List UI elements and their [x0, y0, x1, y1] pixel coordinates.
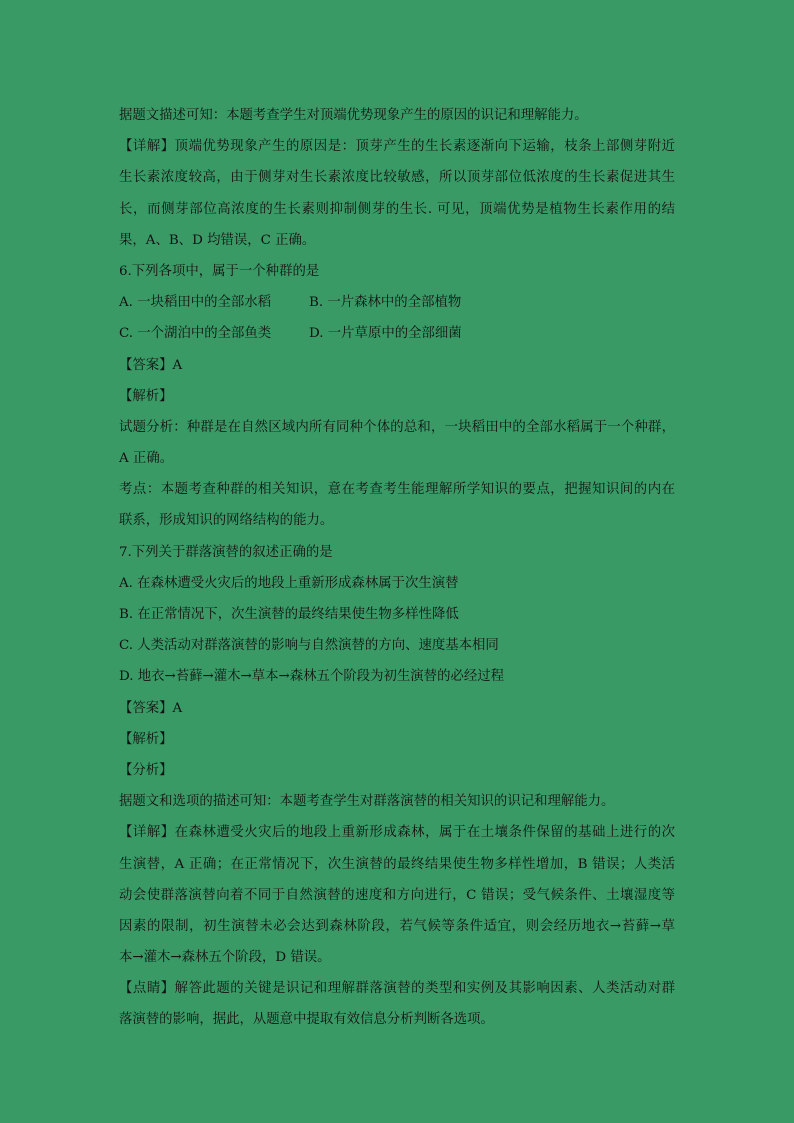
option-b: B. 在正常情况下，次生演替的最终结果使生物多样性降低	[119, 607, 459, 622]
text-line: 生演替，A 正确；在正常情况下，次生演替的最终结果使生物多样性增加，B 错误；人类活	[119, 856, 675, 872]
text-line: 据题文描述可知：本题考查学生对顶端优势现象产生的原因的识记和理解能力。	[119, 108, 588, 123]
text-line: 【详解】在森林遭受火灾后的地段上重新形成森林，属于在土壤条件保留的基础上进行的次	[119, 825, 675, 841]
text-line: 因素的限制，初生演替未必会达到森林阶段，若气候等条件适宜，则会经历地衣→苔藓→草	[119, 918, 675, 934]
question-6-options-row-1	[119, 287, 675, 318]
text-line: 联系，形成知识的网络结构的能力。	[119, 513, 334, 529]
text-line: 动会使群落演替向着不同于自然演替的速度和方向进行，C 错误；受气候条件、土壤湿度等	[119, 887, 675, 903]
option-a: A. 一块稻田中的全部水稻	[119, 295, 272, 311]
option-c: C. 人类活动对群落演替的影响与自然演替的方向、速度基本相同	[119, 638, 499, 654]
fenxi-label: 【分析】	[119, 762, 173, 778]
text-line: 试题分析：种群是在自然区域内所有同种个体的总和，一块稻田中的全部水稻属于一个种群，	[119, 419, 675, 435]
text-line: 据题文和选项的描述可知：本题考查学生对群落演替的相关知识的识记和理解能力。	[119, 794, 615, 810]
option-b: B. 一片森林中的全部植物	[309, 295, 462, 311]
analysis-label: 【解析】	[119, 388, 173, 404]
text-line: A 正确。	[119, 451, 174, 467]
question-6-options-row-2	[119, 318, 675, 349]
analysis-label: 【解析】	[119, 731, 173, 747]
text-line: 落演替的影响，据此，从题意中提取有效信息分析判断各选项。	[119, 1012, 494, 1028]
question-6-stem: 6.下列各项中，属于一个种群的是	[119, 263, 320, 279]
text-line: 果，A、B、D 均错误，C 正确。	[119, 232, 316, 248]
text-line: 本→灌木→森林五个阶段，D 错误。	[119, 950, 331, 966]
text-line: 【详解】顶端优势现象产生的原因是：顶芽产生的生长素逐渐向下运输，枝条上部侧芽附近	[119, 139, 675, 155]
answer-label: 【答案】A	[119, 700, 183, 716]
option-c: C. 一个湖泊中的全部鱼类	[119, 326, 272, 342]
option-d: D. 地衣→苔藓→灌木→草本→森林五个阶段为初生演替的必经过程	[119, 669, 505, 685]
question-7-stem: 7.下列关于群落演替的叙述正确的是	[119, 544, 333, 560]
answer-label: 【答案】A	[119, 357, 183, 373]
text-line: 生长素浓度较高，由于侧芽对生长素浓度比较敏感，所以顶芽部位低浓度的生长素促进其生	[119, 170, 675, 186]
option-d: D. 一片草原中的全部细菌	[309, 326, 462, 342]
text-line: 【点睛】解答此题的关键是识记和理解群落演替的类型和实例及其影响因素、人类活动对群	[119, 981, 675, 997]
option-a: A. 在森林遭受火灾后的地段上重新形成森林属于次生演替	[119, 575, 459, 591]
document-page	[119, 100, 675, 1036]
text-line: 长，而侧芽部位高浓度的生长素则抑制侧芽的生长. 可见，顶端优势是植物生长素作用的结	[119, 201, 675, 217]
text-line: 考点：本题考查种群的相关知识，意在考查考生能理解所学知识的要点，把握知识间的内在	[119, 482, 675, 498]
